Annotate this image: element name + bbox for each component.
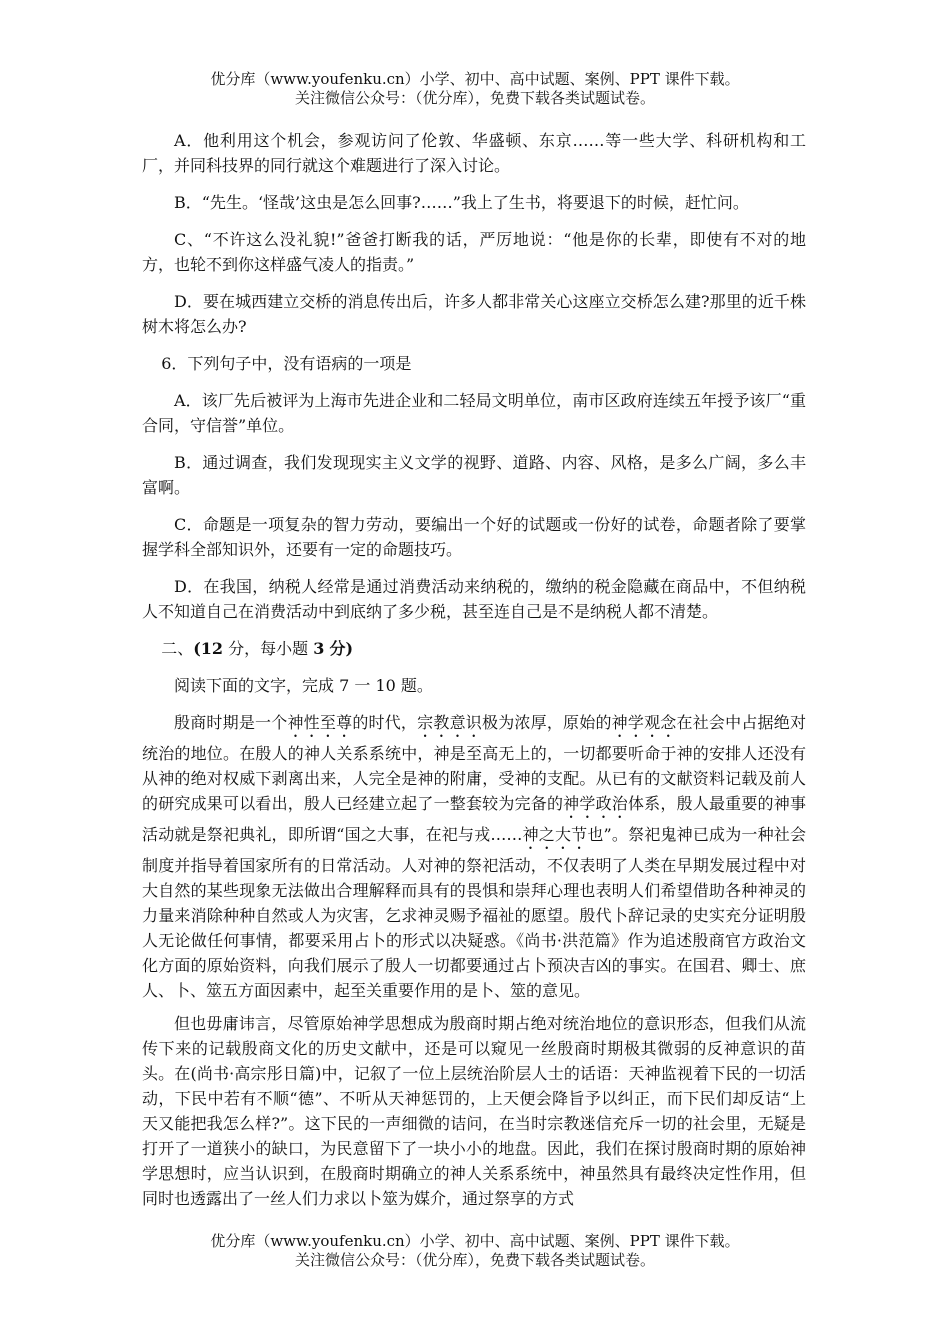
p1-emphasis-2: 宗教意识: [417, 713, 482, 732]
section-2-mid: 分，每小题: [228, 639, 309, 658]
p1-emphasis-5: 神之大节: [522, 825, 588, 844]
page-footer: [0, 1232, 950, 1270]
section-2-heading: [142, 636, 806, 661]
q6-option-d: D．在我国，纳税人经常是通过消费活动来纳税的，缴纳的税金隐藏在商品中，不但纳税人不知道自己在消费活动中到底纳了多少税，甚至连自己是不是纳税人都不清楚。: [142, 577, 806, 621]
q6-option-b: B．通过调查，我们发现现实主义文学的视野、道路、内容、风格，是多么广阔，多么丰富啊。: [142, 453, 806, 497]
p1-text-3: 极为浓厚，原始的: [482, 713, 612, 732]
reading-instruction: 阅读下面的文字，完成 7 一 10 题。: [174, 676, 433, 695]
header-line-1: 优分库（www.youfenku.cn）小学、初中、高中试题、案例、PPT 课件下载。: [210, 70, 740, 88]
q5-option-c: C、“不许这么没礼貌!”爸爸打断我的话，严厉地说：“他是你的长辈，即使有不对的地方，也轮不到你这样盛气凌人的指责。”: [142, 230, 806, 274]
footer-line-2: 关注微信公众号：（优分库），免费下载各类试题试卷。: [294, 1251, 655, 1269]
p1-text-4: 在社会中占据绝对统治的地位。在殷人的神人关系系统中，神是至高无上的，一切都要听命于神的安排人还没有从神的绝对权威下剥离出来，人完全是神的附庸，受神的支配。从已有的文献资料记载及前人的研究成果可以看出，殷人已经建立起了一整套较为完备的: [142, 713, 806, 813]
q6-option-c: C．命题是一项复杂的智力劳动，要编出一个好的试题或一份好的试卷，命题者除了要掌握学科全部知识外，还要有一定的命题技巧。: [142, 515, 806, 559]
q5-option-a: A．他利用这个机会，参观访问了伦敦、华盛顿、东京……等一些大学、科研机构和工厂，并同科技界的同行就这个难题进行了深入讨论。: [142, 131, 806, 175]
q5-option-d: D．要在城西建立交桥的消息传出后，许多人都非常关心这座立交桥怎么建?那里的近千株树木将怎么办?: [142, 292, 806, 336]
p1-emphasis-3: 神学观念: [611, 713, 677, 732]
q6-stem: 6．下列句子中，没有语病的一项是: [161, 354, 412, 373]
section-2-end: 分): [329, 639, 354, 658]
document-body: [142, 128, 806, 1223]
p1-text-2: 的时代，: [352, 713, 418, 732]
section-2-score: (12: [193, 639, 224, 658]
header-line-2: 关注微信公众号：（优分库），免费下载各类试题试卷。: [294, 89, 655, 107]
p1-text-1: 殷商时期是一个: [174, 713, 288, 732]
p1-emphasis-4: 神学政治: [563, 794, 628, 813]
p1-emphasis-1: 神性至尊: [287, 713, 353, 732]
p1-text-5: 体系，殷人最重要的神事活动就是祭祀典礼，即所谓“国之大事，在祀与戎……: [142, 794, 806, 844]
page-header: [0, 70, 950, 108]
p1-text-6: 也”。祭祀鬼神已成为一种社会制度并指导着国家所有的日常活动。人对神的祭祀活动，不仅表明了人类在早期发展过程中对大自然的某些现象无法做出合理解释而具有的畏惧和崇拜心理也表明人们希望借助各种神灵的力量来消除种种自然或人为灾害，乞求神灵赐予福祉的愿望。殷代卜辞记录的史实充分证明殷人无论做任何事情，都要采用占卜的形式以决疑惑。《尚书·洪范篇》作为追述殷商官方政治文化方面的原始资料，向我们展示了殷人一切都要通过占卜预决吉凶的事实。在国君、卿士、庶人、卜、筮五方面因素中，起至关重要作用的是卜、筮的意见。: [142, 825, 806, 1000]
footer-line-1: 优分库（www.youfenku.cn）小学、初中、高中试题、案例、PPT 课件下载。: [210, 1232, 740, 1250]
q6-option-a: A．该厂先后被评为上海市先进企业和二轻局文明单位，南市区政府连续五年授予该厂“重合同，守信誉”单位。: [142, 391, 806, 435]
section-2-prefix: 二、: [161, 639, 194, 658]
q5-option-b: B．“先生。‘怪哉’这虫是怎么回事?……”我上了生书，将要退下的时候，赶忙问。: [174, 193, 749, 212]
passage-paragraph-2: 但也毋庸讳言，尽管原始神学思想成为殷商时期占绝对统治地位的意识形态，但我们从流传下来的记载殷商文化的历史文献中，还是可以窥见一丝殷商时期极其微弱的反神意识的苗头。在(尚书·高宗彤日篇)中，记叙了一位上层统治阶层人士的话语：天神监视着下民的一切活动，下民中若有不顺“德”、不听从天神惩罚的，上天便会降旨予以纠正，而下民们却反诘“上天又能把我怎么样?”。这下民的一声细微的诘问，在当时宗教迷信充斥一切的社会里，无疑是打开了一道狭小的缺口，为民意留下了一块小小的地盘。因此，我们在探讨殷商时期的原始神学思想时，应当认识到，在殷商时期确立的神人关系系统中，神虽然具有最终决定性作用，但同时也透露出了一丝人们力求以卜筮为媒介，通过祭享的方式: [142, 1014, 806, 1208]
section-2-per-question: 3: [313, 639, 325, 658]
passage-paragraph-1: [142, 710, 806, 1003]
